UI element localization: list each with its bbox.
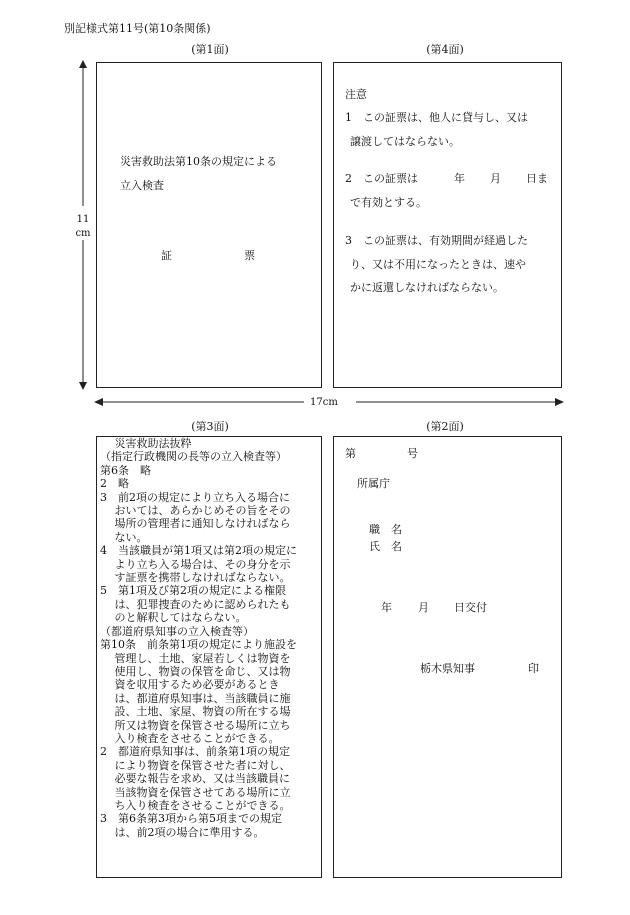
excerpt-line: （指定行政機関の長等の立入検査等） (100, 450, 287, 464)
excerpt-line: 設、土地、家屋、物資の所在する場 (100, 705, 291, 719)
excerpt-line: 2 略 (100, 477, 129, 491)
excerpt-line: （都道府県知事の立入検査等） (100, 624, 254, 638)
excerpt-line: 管理し、土地、家屋若しくは物資を (100, 651, 291, 665)
face-2-name: 氏 名 (369, 540, 402, 553)
excerpt-line: 必要な報告を求め、又は当該職員に (100, 772, 291, 786)
excerpt-line: 3 第6条第3項から第5項までの規定 (100, 812, 282, 826)
excerpt-line: す証票を携帯しなければならない。 (100, 571, 291, 585)
excerpt-line: 第6条 略 (100, 463, 151, 477)
height-unit: cm (75, 228, 91, 239)
face-1-panel (96, 62, 322, 388)
excerpt-line: 第10条 前条第1項の規定により施設を (100, 638, 297, 652)
excerpt-line: 4 当該職員が第1項又は第2項の規定に (100, 544, 297, 558)
face-2-year: 年 (381, 601, 392, 614)
excerpt-line: により物資を保管させた者に対し、 (100, 758, 291, 772)
face-4-note-3-cont-2: かに返還しなければならない。 (350, 281, 504, 294)
excerpt-line: は、前2項の場合に準用する。 (100, 825, 265, 839)
face-4-day-label: 日ま (526, 172, 548, 185)
face-2-position: 職 名 (369, 523, 402, 536)
face-4-note-3-cont-1: り、又は不用になったときは、速や (350, 258, 526, 271)
excerpt-line: 災害救助法抜粋 (100, 437, 192, 450)
face-2-number-prefix: 第 (345, 447, 356, 460)
excerpt-line: ない。 (100, 530, 148, 544)
excerpt-line: 当該物資を保管させてある場所に立 (100, 785, 291, 799)
excerpt-line: 3 前2項の規定により立ち入る場合に (100, 490, 290, 504)
excerpt-line: 場所の管理者に通知しなければなら (100, 517, 291, 531)
face-4-heading: 注意 (345, 88, 367, 101)
face-3-law-excerpt (100, 437, 320, 839)
face-2-panel (333, 436, 562, 878)
excerpt-line: のと解釈してはならない。 (100, 611, 247, 625)
form-number: 別記様式第11号(第10条関係) (64, 22, 211, 35)
face-2-governor: 栃木県知事 (420, 662, 475, 675)
excerpt-line: より立ち入る場合は、その身分を示 (100, 557, 291, 571)
excerpt-line: 5 第1項及び第2項の規定による権限 (100, 584, 286, 598)
face-4-note-2: 2 この証票は (345, 172, 418, 185)
excerpt-line: は、都道府県知事は、当該職員に施 (100, 691, 291, 705)
face-1-title-sho: 証 (161, 249, 172, 262)
face-4-note-1: 1 この証票は、他人に貸与し、又は (345, 111, 528, 124)
caption-face-3: (第3面) (191, 420, 229, 433)
face-2-affiliation: 所属庁 (357, 477, 390, 490)
face-2-month: 月 (418, 601, 429, 614)
face-4-note-2-cont: で有効とする。 (350, 196, 427, 209)
excerpt-line: おいては、あらかじめその旨をその (100, 504, 291, 518)
excerpt-line: 入り検査をさせることができる。 (100, 731, 280, 745)
excerpt-line: 使用し、物資の保管を命じ、又は物 (100, 664, 291, 678)
width-value: 17cm (310, 397, 338, 408)
excerpt-line: 2 都道府県知事は、前条第1項の規定 (100, 745, 290, 759)
face-2-seal: 印 (528, 662, 539, 675)
height-value: 11 (76, 214, 90, 225)
face-1-title-hyo: 票 (244, 249, 255, 262)
excerpt-line: は、犯罪捜査のために認められたも (100, 597, 291, 611)
face-4-year-label: 年 (454, 172, 465, 185)
face-1-inspection: 立入検査 (120, 179, 164, 192)
face-1-law-line: 災害救助法第10条の規定による (120, 155, 277, 168)
face-4-month-label: 月 (490, 172, 501, 185)
face-4-note-1-cont: 譲渡してはならない。 (350, 135, 460, 148)
face-4-note-3: 3 この証票は、有効期間が経過した (345, 234, 528, 247)
excerpt-line: 資を収用するため必要があるとき (100, 678, 280, 692)
caption-face-4: (第4面) (426, 43, 464, 56)
excerpt-line: 所又は物資を保管させる場所に立ち (100, 718, 291, 732)
face-2-issue-day: 日交付 (454, 601, 487, 614)
caption-face-1: (第1面) (191, 43, 229, 56)
face-2-number-suffix: 号 (407, 447, 418, 460)
excerpt-line: ち入り検査をさせることができる。 (100, 798, 291, 812)
caption-face-2: (第2面) (426, 420, 464, 433)
